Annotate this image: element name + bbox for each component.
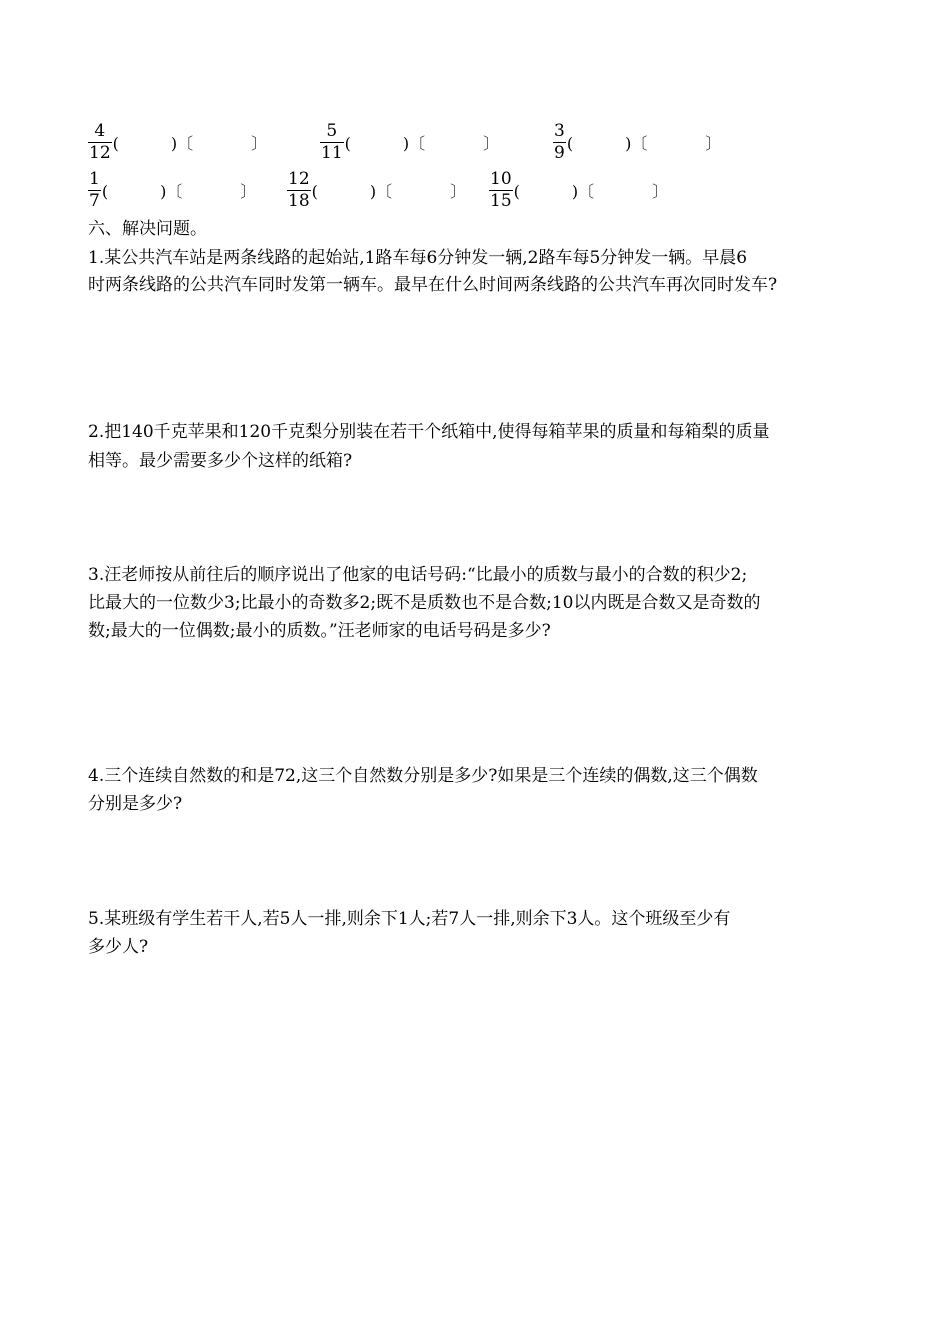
fraction-item [88,121,267,163]
blank-close: 〕 [251,134,268,153]
numerator: 4 [94,121,106,141]
denominator: 12 [89,143,111,164]
fraction [489,169,513,211]
problem-2-line-2: 相等。最少需要多少个这样的纸箱? [88,451,353,471]
fraction [553,121,566,163]
blank-close: ) [369,182,377,201]
section-title: 六、解决问题。 [88,219,207,239]
numerator: 3 [554,121,565,141]
blank-open: ( [311,182,318,201]
answer-blanks [312,179,467,202]
fraction-item [553,121,721,163]
answer-blanks [345,131,500,154]
blank-close: 〕 [240,182,257,201]
blank-open: 〔 [631,134,648,153]
fraction [88,169,101,211]
numerator: 12 [288,169,310,189]
blank-close: 〕 [450,182,467,201]
answer-blanks [113,131,268,154]
blank-close: 〕 [652,182,669,201]
fraction-item [287,169,466,211]
problem-1-line-1: 1.某公共汽车站是两条线路的起始站,1路车每6分钟发一辆,2路车每5分钟发一辆。早晨6 [88,248,748,268]
numerator: 1 [89,169,100,189]
denominator: 7 [89,191,100,212]
problem-5-line-1: 5.某班级有学生若干人,若5人一排,则余下1人;若7人一排,则余下3人。这个班级至少有 [88,909,731,929]
blank-open: 〔 [376,182,393,201]
blank-open: ( [344,134,351,153]
denominator: 9 [554,143,565,164]
answer-blanks [514,179,669,202]
problem-3-line-1: 3.汪老师按从前往后的顺序说出了他家的电话号码:“比最小的质数与最小的合数的积少2; [88,565,748,585]
blank-open: ( [513,182,520,201]
fraction-item [489,169,668,211]
blank-close: 〕 [705,134,722,153]
blank-close: ) [170,134,178,153]
fraction-item [320,121,499,163]
problem-1-line-2: 时两条线路的公共汽车同时发第一辆车。最早在什么时间两条线路的公共汽车再次同时发车? [88,275,778,295]
denominator: 18 [288,191,310,212]
blank-open: 〔 [177,134,194,153]
problem-2-line-1: 2.把140千克苹果和120千克梨分别装在若干个纸箱中,使得每箱苹果的质量和每箱梨的质量 [88,422,770,442]
problem-3-line-2: 比最大的一位数少3;比最小的奇数多2;既不是质数也不是合数;10以内既是合数又是奇数的 [88,593,761,613]
blank-open: ( [112,134,119,153]
blank-open: 〔 [166,182,183,201]
blank-close: ) [625,134,632,153]
blank-close: 〕 [483,134,500,153]
fraction [88,121,112,163]
blank-close: ) [160,182,167,201]
numerator: 10 [490,169,512,189]
denominator: 11 [321,143,343,164]
answer-blanks [102,179,257,202]
problem-4-line-1: 4.三个连续自然数的和是72,这三个自然数分别是多少?如果是三个连续的偶数,这三个偶数 [88,766,758,786]
blank-open: 〔 [578,182,595,201]
numerator: 5 [326,121,338,141]
blank-open: ( [566,134,574,153]
problem-4-line-2: 分别是多少? [88,794,183,814]
denominator: 15 [490,191,512,212]
fraction-item [88,169,256,211]
problem-5-line-2: 多少人? [88,937,149,957]
blank-close: ) [571,182,579,201]
blank-open: 〔 [409,134,426,153]
answer-blanks [567,131,722,154]
blank-open: ( [101,182,109,201]
blank-close: ) [402,134,410,153]
fraction [320,121,344,163]
fraction [287,169,311,211]
problem-3-line-3: 数;最大的一位偶数;最小的质数。”汪老师家的电话号码是多少? [88,621,551,641]
